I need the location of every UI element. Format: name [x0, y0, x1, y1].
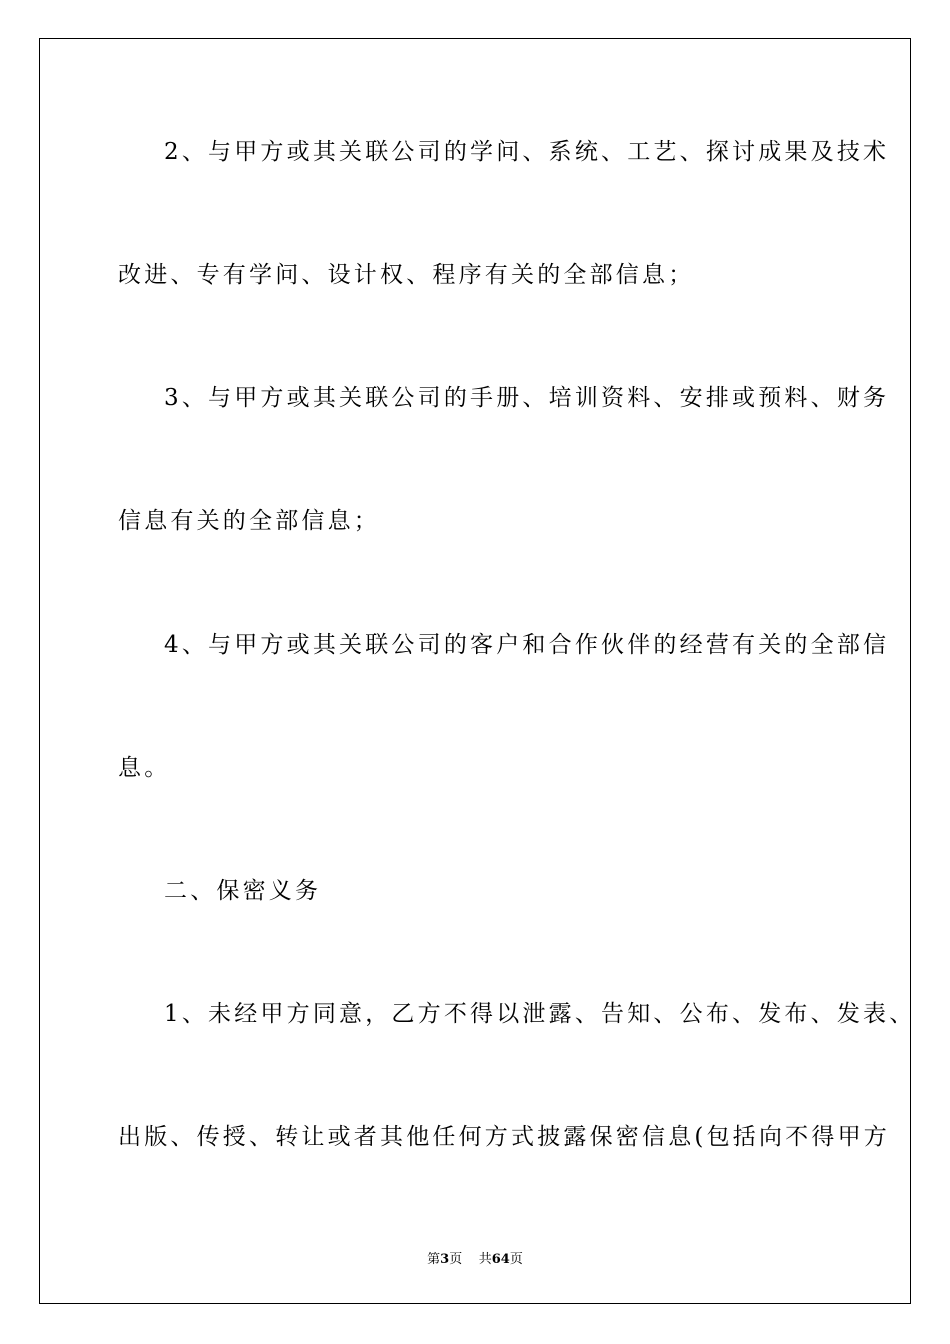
- paragraph-line-8: 1、未经甲方同意，乙方不得以泄露、告知、公布、发布、发表、: [164, 1001, 916, 1027]
- paragraph-line-1: 2、与甲方或其关联公司的学问、系统、工艺、探讨成果及技术: [164, 139, 890, 165]
- paragraph-line-2: 改进、专有学问、设计权、程序有关的全部信息；: [118, 262, 695, 288]
- section-heading: 二、保密义务: [164, 878, 322, 904]
- page-border: [39, 38, 911, 1304]
- footer-page-prefix: 第: [427, 1252, 441, 1267]
- paragraph-line-5: 4、与甲方或其关联公司的客户和合作伙伴的经营有关的全部信: [164, 632, 890, 658]
- footer-total-suffix: 页: [509, 1252, 523, 1267]
- footer-page-number: 3: [440, 1252, 450, 1267]
- paragraph-line-3: 3、与甲方或其关联公司的手册、培训资料、安排或预料、财务: [164, 385, 890, 411]
- paragraph-line-4: 信息有关的全部信息；: [118, 508, 380, 534]
- footer-total-prefix: 共: [478, 1252, 492, 1267]
- footer-page-suffix: 页: [449, 1252, 463, 1267]
- footer-total-pages: 64: [491, 1252, 510, 1267]
- page-footer: [0, 1248, 950, 1267]
- paragraph-line-9: 出版、传授、转让或者其他任何方式披露保密信息(包括向不得甲方: [118, 1124, 890, 1150]
- paragraph-line-6: 息。: [118, 755, 171, 781]
